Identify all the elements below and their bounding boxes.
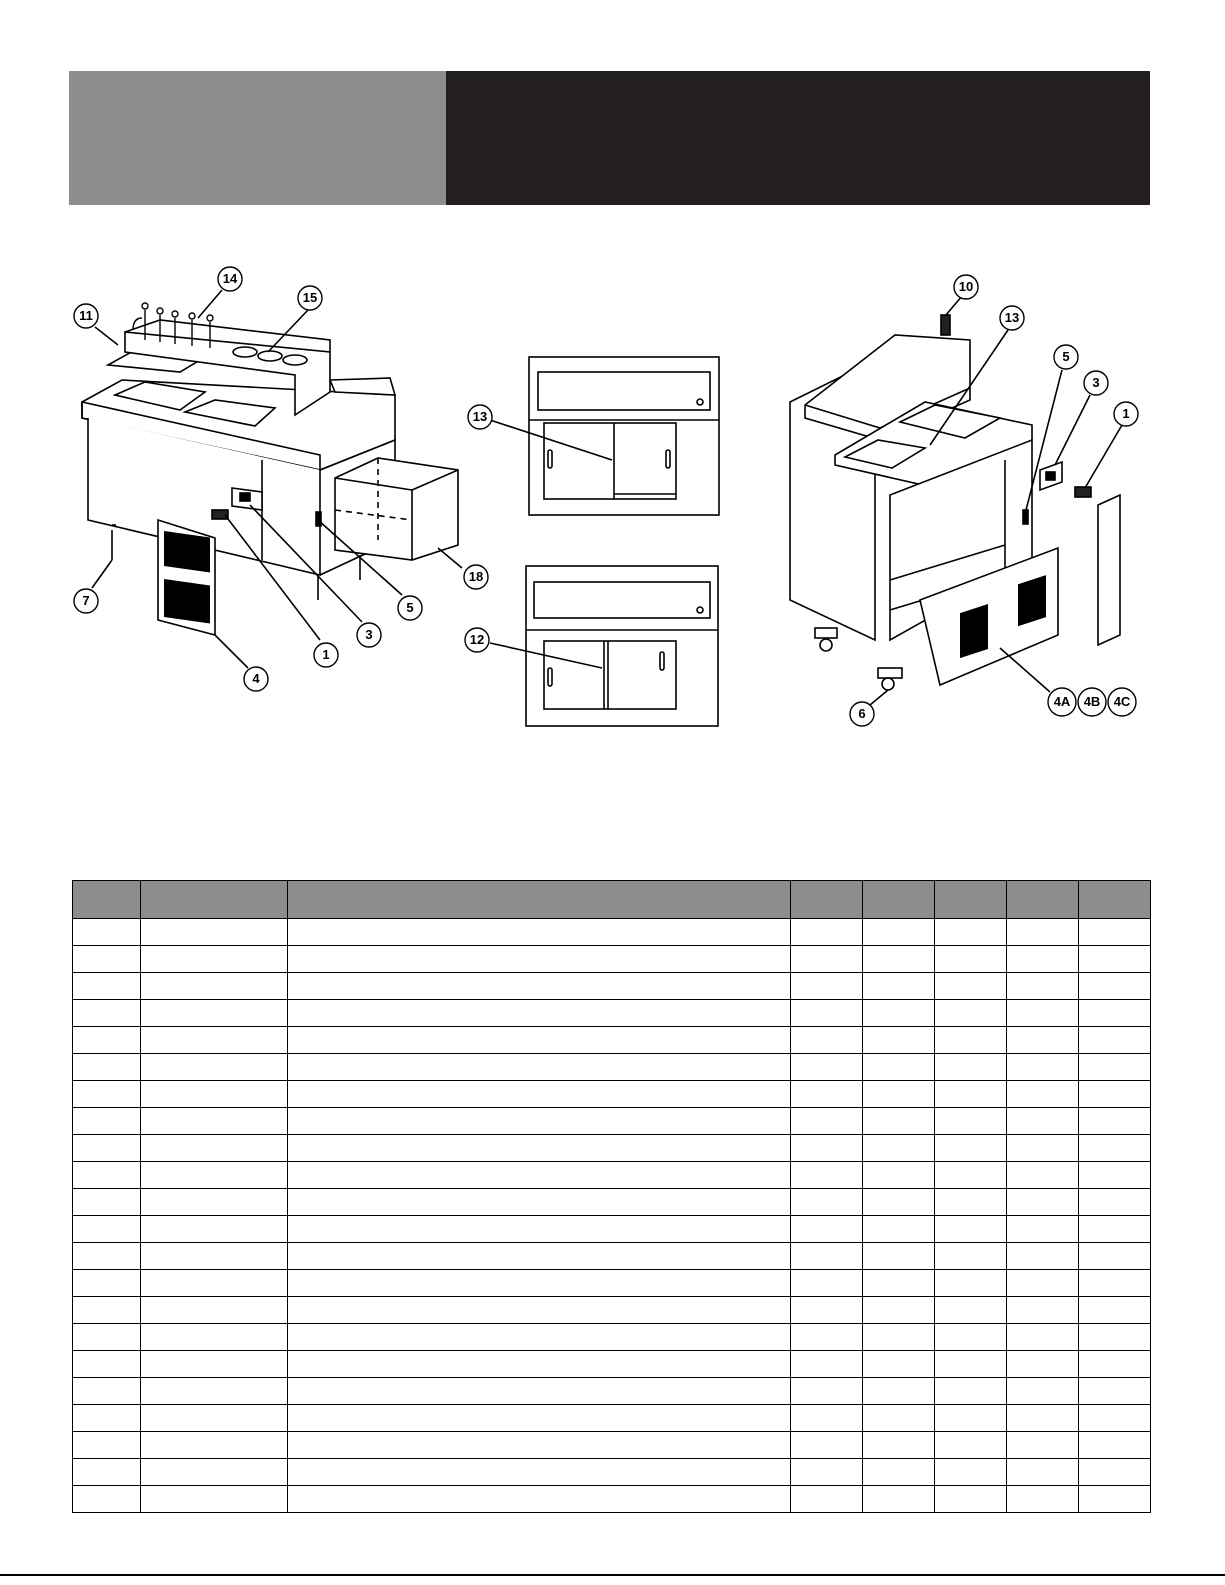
callout-7 [74, 589, 98, 613]
table-cell [935, 1432, 1007, 1459]
table-cell [73, 1270, 141, 1297]
table-cell [1079, 1243, 1151, 1270]
table-cell [73, 919, 141, 946]
table-cell [1006, 1432, 1079, 1459]
table-cell [73, 1243, 141, 1270]
svg-text:1: 1 [322, 647, 330, 662]
table-row [73, 1162, 1151, 1189]
table-cell [935, 919, 1007, 946]
callout-5-left [398, 596, 422, 620]
table-cell [1006, 919, 1079, 946]
table-cell [790, 1216, 862, 1243]
front-elevation-2 [490, 566, 718, 726]
svg-text:3: 3 [365, 627, 373, 642]
table-cell [935, 1297, 1007, 1324]
table-cell [140, 946, 287, 973]
table-cell [935, 1459, 1007, 1486]
table-cell [140, 1162, 287, 1189]
table-cell [862, 1108, 935, 1135]
table-cell [1006, 1081, 1079, 1108]
table-cell [790, 1135, 862, 1162]
callout-4C [1108, 688, 1136, 716]
callout-5-right [1054, 345, 1078, 369]
table-cell [935, 1378, 1007, 1405]
table-cell [140, 1243, 287, 1270]
table-cell [790, 1297, 862, 1324]
table-cell [1006, 1189, 1079, 1216]
table-cell [287, 1432, 790, 1459]
table-cell [1079, 1081, 1151, 1108]
svg-text:18: 18 [468, 569, 484, 584]
callout-13-right [1000, 306, 1024, 330]
table-cell [140, 1432, 287, 1459]
table-cell [287, 1081, 790, 1108]
table-cell [862, 973, 935, 1000]
table-row [73, 1270, 1151, 1297]
table-row [73, 973, 1151, 1000]
table-cell [862, 1081, 935, 1108]
table-cell [862, 1054, 935, 1081]
table-cell [73, 1189, 141, 1216]
table-cell [935, 1162, 1007, 1189]
table-cell [790, 1351, 862, 1378]
table-cell [862, 1189, 935, 1216]
header-cell [862, 881, 935, 919]
table-cell [862, 1405, 935, 1432]
table-cell [73, 1378, 141, 1405]
table-cell [790, 919, 862, 946]
table-cell [862, 1270, 935, 1297]
header-cell [73, 881, 141, 919]
table-cell [140, 919, 287, 946]
table-cell [1079, 919, 1151, 946]
table-cell [1006, 1027, 1079, 1054]
table-cell [73, 1027, 141, 1054]
table-cell [1006, 1216, 1079, 1243]
table-cell [862, 919, 935, 946]
table-cell [1006, 1054, 1079, 1081]
table-cell [1006, 1297, 1079, 1324]
table-cell [287, 1027, 790, 1054]
table-cell [1079, 1459, 1151, 1486]
table-cell [862, 1432, 935, 1459]
table-cell [287, 973, 790, 1000]
table-cell [73, 1459, 141, 1486]
table-cell [790, 1486, 862, 1513]
header-cell [1006, 881, 1079, 919]
table-cell [862, 1378, 935, 1405]
table-cell [287, 1351, 790, 1378]
table-cell [935, 1000, 1007, 1027]
table-cell [862, 1162, 935, 1189]
table-cell [140, 1000, 287, 1027]
table-cell [140, 1324, 287, 1351]
table-cell [862, 1297, 935, 1324]
callout-18 [464, 565, 488, 589]
header-cell [1079, 881, 1151, 919]
callout-15 [298, 286, 322, 310]
table-row [73, 1000, 1151, 1027]
svg-text:13: 13 [1004, 310, 1020, 325]
table-cell [935, 1351, 1007, 1378]
table-row [73, 1135, 1151, 1162]
table-cell [935, 1324, 1007, 1351]
table-cell [287, 1000, 790, 1027]
table-cell [790, 1432, 862, 1459]
callout-4 [244, 667, 268, 691]
table-cell [790, 1459, 862, 1486]
table-cell [140, 1405, 287, 1432]
callout-13-middle [468, 405, 492, 429]
table-cell [287, 1189, 790, 1216]
table-cell [1006, 1000, 1079, 1027]
table-cell [1079, 1162, 1151, 1189]
table-cell [1079, 1108, 1151, 1135]
table-cell [73, 973, 141, 1000]
table-cell [287, 1378, 790, 1405]
table-cell [287, 1297, 790, 1324]
table-cell [1006, 1162, 1079, 1189]
table-cell [140, 1351, 287, 1378]
table-cell [1006, 1270, 1079, 1297]
table-cell [935, 1243, 1007, 1270]
table-cell [790, 1108, 862, 1135]
table-cell [73, 1486, 141, 1513]
table-cell [140, 1135, 287, 1162]
table-cell [140, 1459, 287, 1486]
table-row [73, 946, 1151, 973]
table-cell [1006, 1378, 1079, 1405]
table-cell [790, 946, 862, 973]
table-cell [862, 1216, 935, 1243]
table-cell [1006, 1405, 1079, 1432]
callout-11 [74, 304, 98, 328]
table-cell [140, 1297, 287, 1324]
table-cell [73, 1216, 141, 1243]
table-row [73, 1432, 1151, 1459]
table-cell [1079, 1027, 1151, 1054]
table-cell [73, 1297, 141, 1324]
table-cell [935, 1189, 1007, 1216]
table-row [73, 1189, 1151, 1216]
table-cell [790, 1027, 862, 1054]
callout-1-left [314, 643, 338, 667]
callout-12 [465, 628, 489, 652]
table-cell [862, 946, 935, 973]
table-cell [790, 1405, 862, 1432]
table-row [73, 1405, 1151, 1432]
table-row [73, 1243, 1151, 1270]
table-cell [287, 1162, 790, 1189]
table-row [73, 1027, 1151, 1054]
table-row [73, 1351, 1151, 1378]
table-cell [1079, 1324, 1151, 1351]
table-cell [287, 1054, 790, 1081]
table-row [73, 1054, 1151, 1081]
header-cell [790, 881, 862, 919]
table-cell [862, 1135, 935, 1162]
table-cell [790, 1378, 862, 1405]
table-cell [862, 1459, 935, 1486]
table-cell [862, 1351, 935, 1378]
table-cell [1079, 1351, 1151, 1378]
table-cell [1079, 1189, 1151, 1216]
table-cell [140, 1378, 287, 1405]
callout-4B [1078, 688, 1106, 716]
table-cell [287, 919, 790, 946]
table-cell [73, 1432, 141, 1459]
table-cell [287, 1216, 790, 1243]
table-cell [1079, 973, 1151, 1000]
svg-text:14: 14 [222, 271, 238, 286]
table-cell [790, 1189, 862, 1216]
header-cell [140, 881, 287, 919]
table-cell [862, 1000, 935, 1027]
table-cell [935, 1135, 1007, 1162]
table-cell [73, 1081, 141, 1108]
table-cell [1079, 1054, 1151, 1081]
table-cell [862, 1324, 935, 1351]
table-cell [287, 1324, 790, 1351]
table-cell [287, 1486, 790, 1513]
table-cell [935, 1216, 1007, 1243]
table-cell [862, 1027, 935, 1054]
table-cell [73, 1054, 141, 1081]
exploded-drawings [0, 0, 1225, 780]
svg-text:6: 6 [858, 706, 866, 721]
parts-table [72, 880, 1151, 1513]
table-cell [935, 973, 1007, 1000]
table-cell [1006, 946, 1079, 973]
table-row [73, 919, 1151, 946]
table-cell [140, 1027, 287, 1054]
front-elevation-1 [490, 357, 719, 515]
svg-text:13: 13 [472, 409, 488, 424]
svg-text:7: 7 [82, 593, 90, 608]
callout-10 [954, 275, 978, 299]
callout-3-right [1084, 371, 1108, 395]
table-cell [140, 1189, 287, 1216]
table-cell [1079, 1432, 1151, 1459]
callout-4A [1048, 688, 1076, 716]
table-cell [862, 1243, 935, 1270]
table-cell [1079, 1405, 1151, 1432]
table-cell [73, 1324, 141, 1351]
table-cell [1079, 1000, 1151, 1027]
table-cell [935, 1405, 1007, 1432]
table-cell [1006, 1243, 1079, 1270]
table-cell [287, 1135, 790, 1162]
table-cell [935, 946, 1007, 973]
table-row [73, 1459, 1151, 1486]
table-cell [1079, 1486, 1151, 1513]
table-cell [73, 1135, 141, 1162]
table-cell [73, 1108, 141, 1135]
table-cell [1006, 1486, 1079, 1513]
svg-text:4B: 4B [1083, 694, 1101, 709]
table-cell [1006, 1135, 1079, 1162]
svg-text:4: 4 [252, 671, 260, 686]
table-cell [140, 973, 287, 1000]
table-cell [790, 1243, 862, 1270]
table-row [73, 1378, 1151, 1405]
table-cell [1079, 946, 1151, 973]
table-cell [1079, 1135, 1151, 1162]
table-header-row [73, 881, 1151, 919]
table-cell [790, 1054, 862, 1081]
table-cell [73, 1351, 141, 1378]
table-row [73, 1108, 1151, 1135]
table-row [73, 1486, 1151, 1513]
table-cell [140, 1108, 287, 1135]
table-cell [73, 1405, 141, 1432]
table-cell [935, 1486, 1007, 1513]
callout-1-right [1114, 402, 1138, 426]
table-cell [790, 973, 862, 1000]
table-cell [73, 946, 141, 973]
table-cell [1079, 1297, 1151, 1324]
table-cell [1006, 1459, 1079, 1486]
svg-text:11: 11 [79, 308, 93, 323]
table-cell [790, 1270, 862, 1297]
svg-text:4A: 4A [1053, 694, 1071, 709]
callout-3-left [357, 623, 381, 647]
table-cell [73, 1000, 141, 1027]
table-row [73, 1297, 1151, 1324]
table-cell [140, 1486, 287, 1513]
table-cell [935, 1081, 1007, 1108]
table-cell [1006, 1324, 1079, 1351]
table-cell [140, 1270, 287, 1297]
svg-text:12: 12 [469, 632, 485, 647]
table-cell [935, 1027, 1007, 1054]
table-cell [790, 1162, 862, 1189]
callout-14 [218, 267, 242, 291]
table-cell [73, 1162, 141, 1189]
table-cell [287, 1108, 790, 1135]
table-cell [1079, 1378, 1151, 1405]
svg-text:5: 5 [1062, 349, 1070, 364]
table-cell [287, 946, 790, 973]
table-cell [287, 1459, 790, 1486]
header-cell [935, 881, 1007, 919]
table-cell [935, 1270, 1007, 1297]
table-cell [287, 1405, 790, 1432]
header-cell [287, 881, 790, 919]
svg-text:5: 5 [406, 600, 414, 615]
table-cell [862, 1486, 935, 1513]
table-cell [287, 1243, 790, 1270]
table-cell [790, 1081, 862, 1108]
svg-text:1: 1 [1122, 406, 1130, 421]
table-cell [140, 1054, 287, 1081]
table-row [73, 1081, 1151, 1108]
svg-text:10: 10 [958, 279, 974, 294]
table-cell [1006, 973, 1079, 1000]
svg-text:15: 15 [302, 290, 318, 305]
table-cell [287, 1270, 790, 1297]
callout-6 [850, 702, 874, 726]
table-cell [1006, 1351, 1079, 1378]
footer-rule [0, 1574, 1225, 1576]
svg-text:3: 3 [1092, 375, 1100, 390]
table-cell [790, 1324, 862, 1351]
table-cell [935, 1054, 1007, 1081]
table-cell [140, 1216, 287, 1243]
table-cell [1079, 1216, 1151, 1243]
table-row [73, 1324, 1151, 1351]
table-row [73, 1216, 1151, 1243]
table-cell [140, 1081, 287, 1108]
table-cell [790, 1000, 862, 1027]
table-cell [935, 1108, 1007, 1135]
table-cell [1079, 1270, 1151, 1297]
table-cell [1006, 1108, 1079, 1135]
svg-text:4C: 4C [1113, 694, 1131, 709]
